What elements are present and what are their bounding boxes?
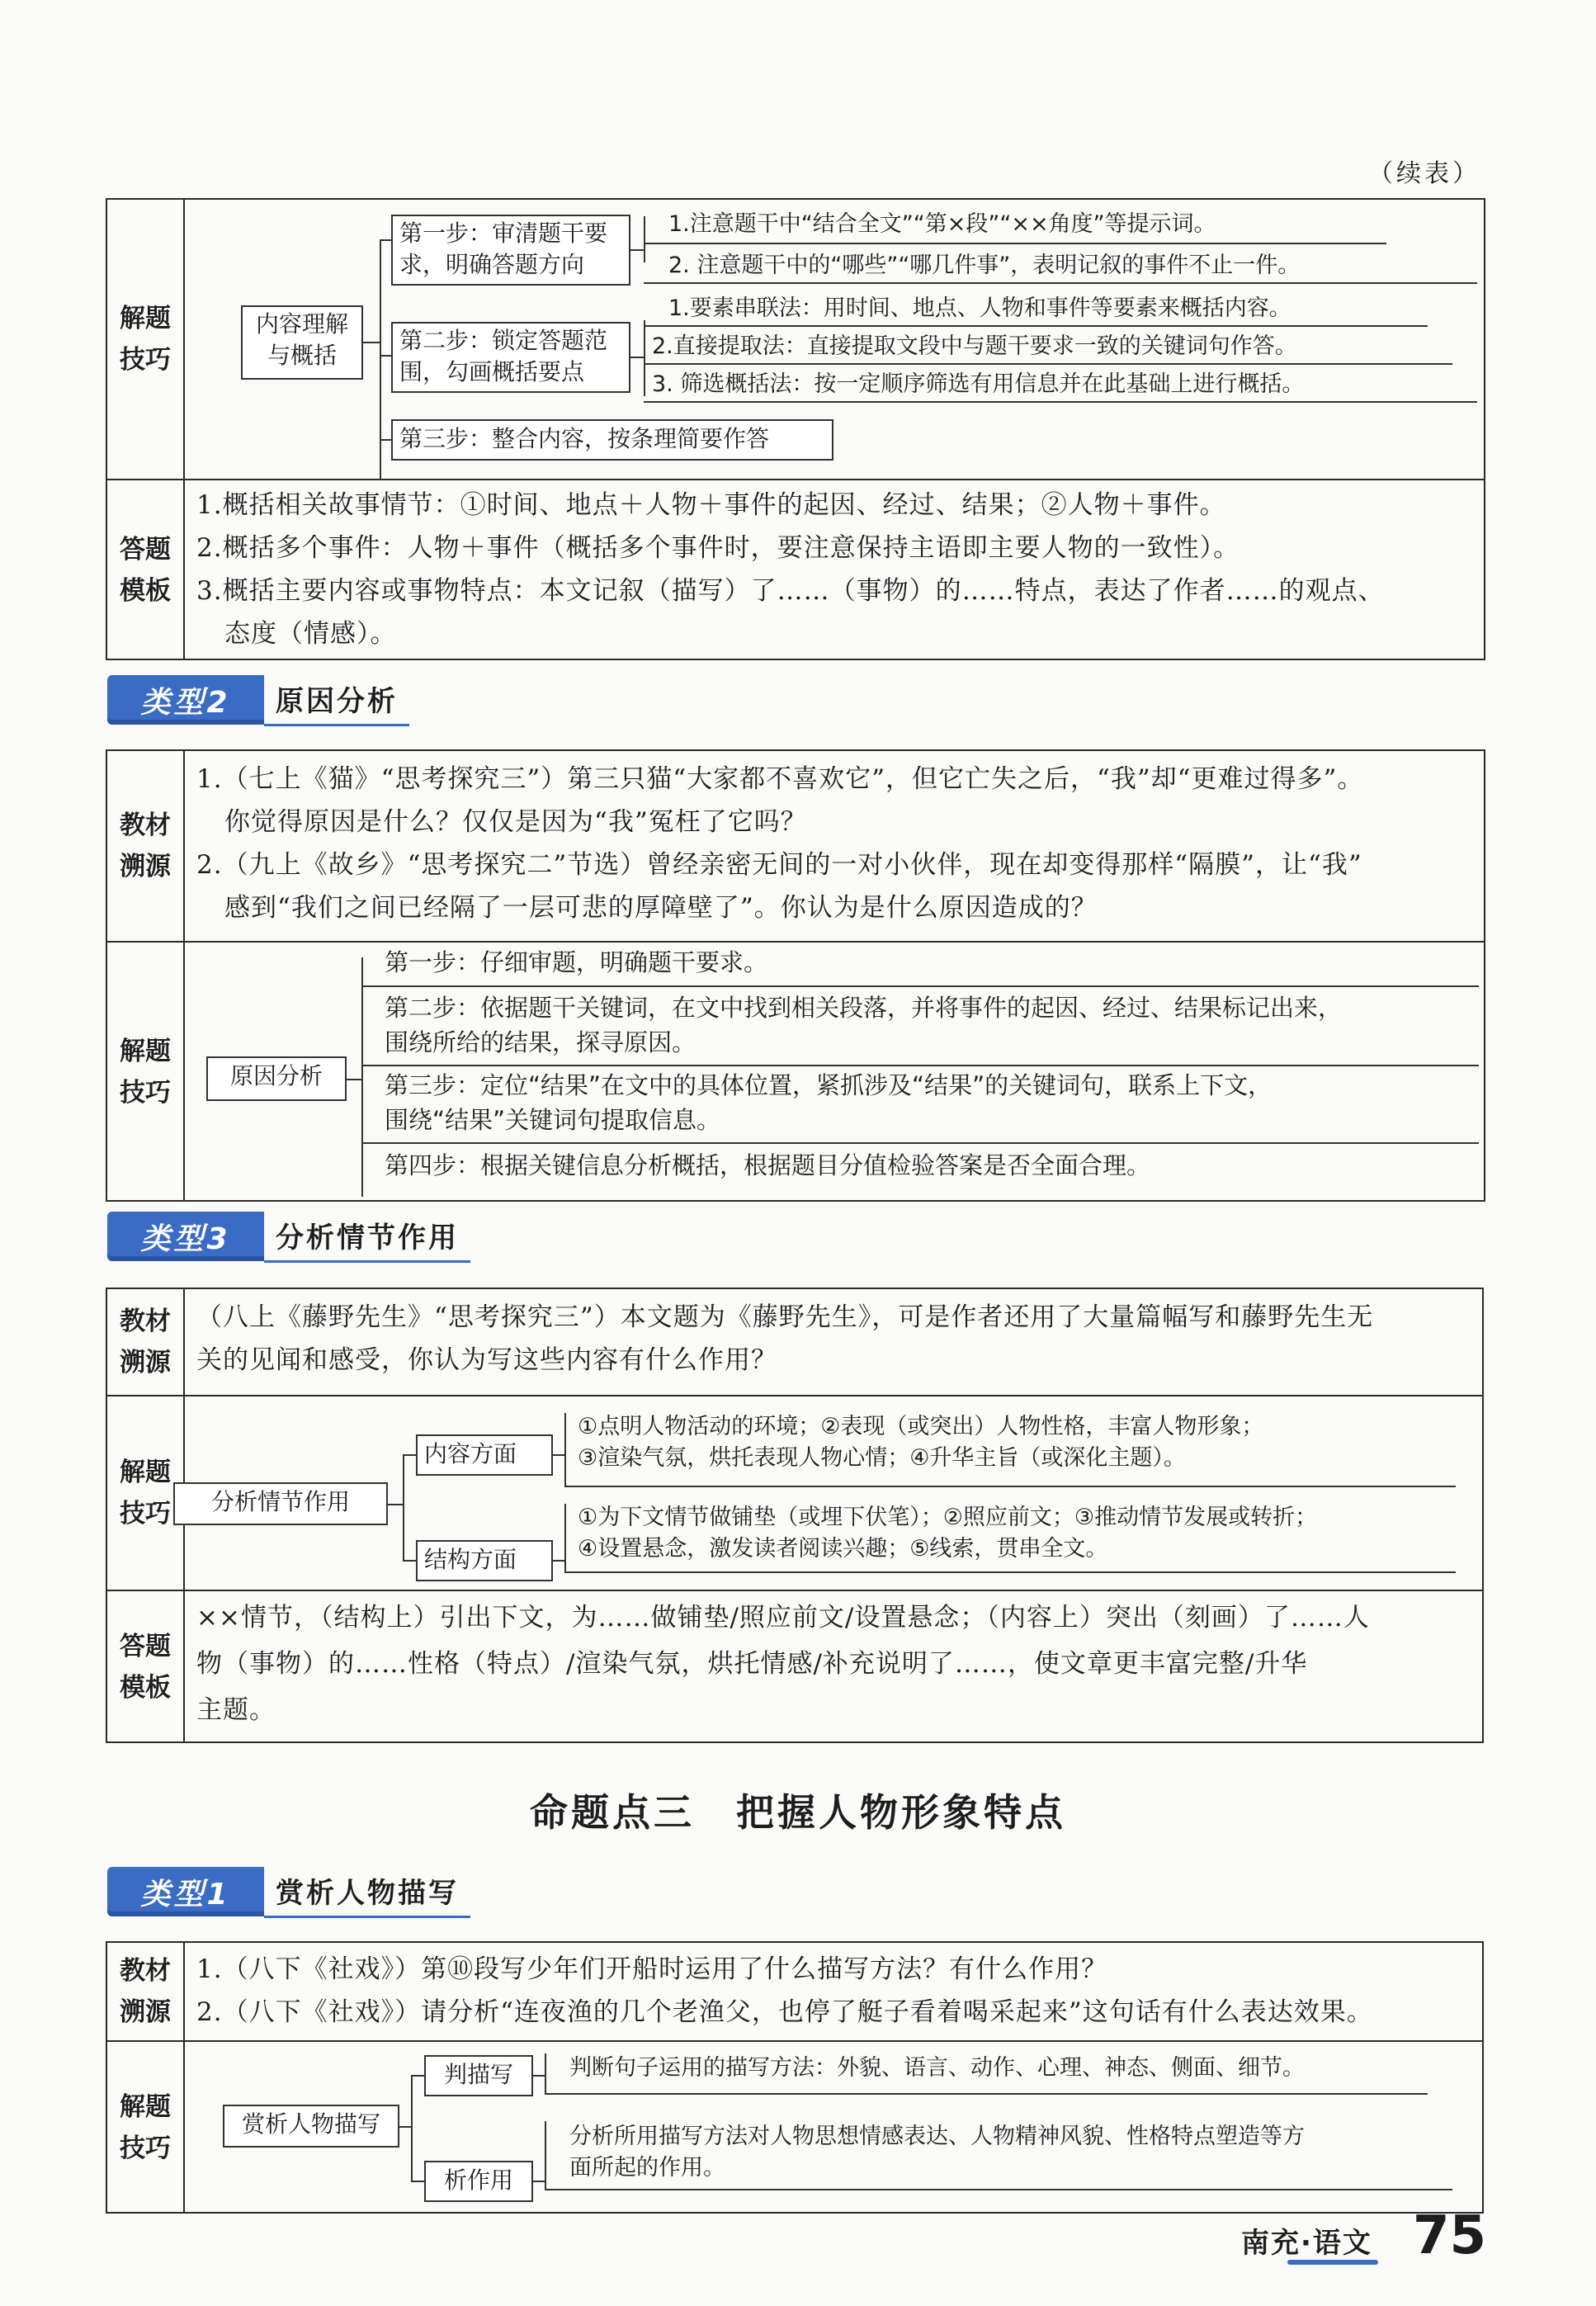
table-character-description xyxy=(106,1941,1484,2214)
source-label xyxy=(107,1289,185,1395)
cause-step-1: 第一步：仔细审题，明确题干要求。 xyxy=(385,948,768,976)
source-row xyxy=(107,751,1484,943)
template-line-1: ××情节，（结构上）引出下文，为……做铺垫/照应前文/设置悬念；（内容上）突出（刻画）了……人 xyxy=(196,1603,1370,1633)
template-row xyxy=(107,480,1484,660)
analyze-box: 析作用 xyxy=(424,2161,533,2202)
skills-row xyxy=(107,200,1484,480)
root-node: 原因分析 xyxy=(206,1056,347,1101)
footer-brand: 南充·语文 xyxy=(1241,2227,1372,2260)
source-label-text: 教材 溯源 xyxy=(120,1956,171,2027)
source-line-2: 关的见闻和感受，你认为写这些内容有什么作用？ xyxy=(196,1345,777,1375)
cause-step-3: 第三步：定位“结果”在文中的具体位置，紧抓涉及“结果”的关键词句，联系上下文， 围绕“结果”关键词句提取信息。 xyxy=(385,1071,1273,1134)
type-chip: 类型3 xyxy=(107,1212,264,1261)
source-line-2: 你觉得原因是什么？仅仅是因为“我”冤枉了它吗？ xyxy=(224,807,807,837)
type-title: 分析情节作用 xyxy=(264,1211,470,1263)
root-node: 分析情节作用 xyxy=(173,1482,388,1525)
step1-item-1: 1.注意题干中“结合全文”“第×段”“××角度”等提示词。 xyxy=(668,211,1216,237)
source-label-text: 教材 溯源 xyxy=(120,1307,171,1377)
type-badge-4 xyxy=(107,1867,470,1916)
table-content-summary xyxy=(106,198,1485,660)
source-label-text: 教材 溯源 xyxy=(120,810,171,881)
footer-underline xyxy=(1287,2260,1378,2265)
type-badge-3 xyxy=(107,1212,470,1261)
template-line-2: 物（事物）的……性格（特点）/渲染气氛，烘托情感/补充说明了……，使文章更丰富完整/升华 xyxy=(196,1649,1308,1679)
template-row xyxy=(107,1591,1482,1743)
template-line-4: 态度（情感）。 xyxy=(224,619,397,649)
template-label xyxy=(107,1591,185,1743)
skills-row xyxy=(107,1396,1482,1591)
type-chip: 类型1 xyxy=(107,1867,264,1916)
step2-item-3: 3. 筛选概括法：按一定顺序筛选有用信息并在此基础上进行概括。 xyxy=(652,371,1305,397)
type-badge-2 xyxy=(107,675,409,725)
skills-label-text: 解题 技巧 xyxy=(120,1037,171,1108)
template-label-text: 答题 模板 xyxy=(120,535,171,606)
table-plot-function xyxy=(106,1288,1484,1743)
cause-step-2: 第二步：依据题干关键词，在文中找到相关段落，并将事件的起因、经过、结果标记出来， 围绕所给的结果，探寻原因。 xyxy=(385,994,1343,1056)
step1-box: 第一步：审清题干要 求，明确答题方向 xyxy=(391,215,630,286)
template-line-2: 2.概括多个事件：人物＋事件（概括多个事件时，要注意保持主语即主要人物的一致性）。 xyxy=(196,533,1240,563)
step2-item-2: 2.直接提取法：直接提取文段中与题干要求一致的关键词句作答。 xyxy=(652,333,1297,359)
template-line-3: 3.概括主要内容或事物特点：本文记叙（描写）了……（事物）的……特点，表达了作者……的观点、 xyxy=(196,576,1385,606)
judge-text: 判断句子运用的描写方法：外貌、语言、动作、心理、神态、侧面、细节。 xyxy=(569,2055,1305,2081)
type-title: 赏析人物描写 xyxy=(264,1866,470,1918)
source-line-2: 2.（八下《社戏》）请分析“连夜渔的几个老渔父，也停了艇子看着喝采起来”这句话有什么表达效果。 xyxy=(196,1997,1373,2027)
skills-row xyxy=(107,2042,1482,2214)
cause-step-4: 第四步：根据关键信息分析概括，根据题目分值检验答案是否全面合理。 xyxy=(385,1151,1151,1179)
type-title: 原因分析 xyxy=(264,674,409,726)
step2-item-1: 1.要素串联法：用时间、地点、人物和事件等要素来概括内容。 xyxy=(668,295,1291,321)
skills-label xyxy=(107,2042,185,2214)
skills-label-text: 解题 技巧 xyxy=(120,304,171,375)
template-line-1: 1.概括相关故事情节：①时间、地点＋人物＋事件的起因、经过、结果；②人物＋事件。 xyxy=(196,490,1226,520)
template-label-text: 答题 模板 xyxy=(120,1632,171,1703)
continued-label: （续表） xyxy=(1368,159,1480,188)
source-line-4: 感到“我们之间已经隔了一层可悲的厚障壁了”。你认为是什么原因造成的？ xyxy=(224,893,1098,923)
source-line-1: （八上《藤野先生》“思考探究三”）本文题为《藤野先生》，可是作者还用了大量篇幅写和藤野先生无 xyxy=(196,1302,1374,1332)
table-cause-analysis xyxy=(106,749,1485,1202)
template-line-3: 主题。 xyxy=(196,1695,276,1725)
root-node: 赏析人物描写 xyxy=(223,2105,399,2148)
source-label xyxy=(107,751,185,941)
source-label xyxy=(107,1943,185,2040)
source-row xyxy=(107,1943,1482,2042)
skills-label xyxy=(107,943,185,1202)
template-label xyxy=(107,480,185,660)
section-title: 命题点三 把握人物形象特点 xyxy=(530,1790,1066,1835)
step3-box: 第三步：整合内容，按条理简要作答 xyxy=(391,419,833,461)
type-chip: 类型2 xyxy=(107,675,264,725)
source-line-1: 1.（八下《社戏》）第⑩段写少年们开船时运用了什么描写方法？有什么作用？ xyxy=(196,1954,1108,1984)
judge-box: 判描写 xyxy=(424,2055,533,2096)
source-line-1: 1.（七上《猫》“思考探究三”）第三只猫“大家都不喜欢它”，但它亡失之后，“我”却“更难过得多”。 xyxy=(196,764,1364,794)
skills-label-text: 解题 技巧 xyxy=(120,1458,171,1529)
analyze-text: 分析所用描写方法对人物思想情感表达、人物精神风貌、性格特点塑造等方 面所起的作用。 xyxy=(569,2124,1305,2181)
page-number: 75 xyxy=(1413,2205,1487,2266)
source-line-3: 2.（九上《故乡》“思考探究二”节选）曾经亲密无间的一对小伙伴，现在却变得那样“隔膜”，让“我” xyxy=(196,850,1362,880)
content-aspect-text: ①点明人物活动的环境；②表现（或突出）人物性格，丰富人物形象； ③渲染气氛，烘托表现人物心情；④升华主旨（或深化主题）。 xyxy=(578,1414,1264,1471)
root-node: 内容理解 与概括 xyxy=(241,305,363,380)
skills-label-text: 解题 技巧 xyxy=(120,2092,171,2163)
structure-aspect-text: ①为下文情节做铺垫（或埋下伏笔）；②照应前文；③推动情节发展或转折； ④设置悬念，激发读者阅读兴趣；⑤线索，贯串全文。 xyxy=(578,1505,1318,1562)
structure-aspect-box: 结构方面 xyxy=(416,1540,553,1581)
step1-item-2: 2. 注意题干中的“哪些”“哪几件事”，表明记叙的事件不止一件。 xyxy=(668,253,1301,278)
source-row xyxy=(107,1289,1482,1396)
step2-box: 第二步：锁定答题范 围，勾画概括要点 xyxy=(391,322,630,393)
content-aspect-box: 内容方面 xyxy=(416,1434,553,1476)
skills-row xyxy=(107,943,1484,1202)
skills-label xyxy=(107,200,185,479)
